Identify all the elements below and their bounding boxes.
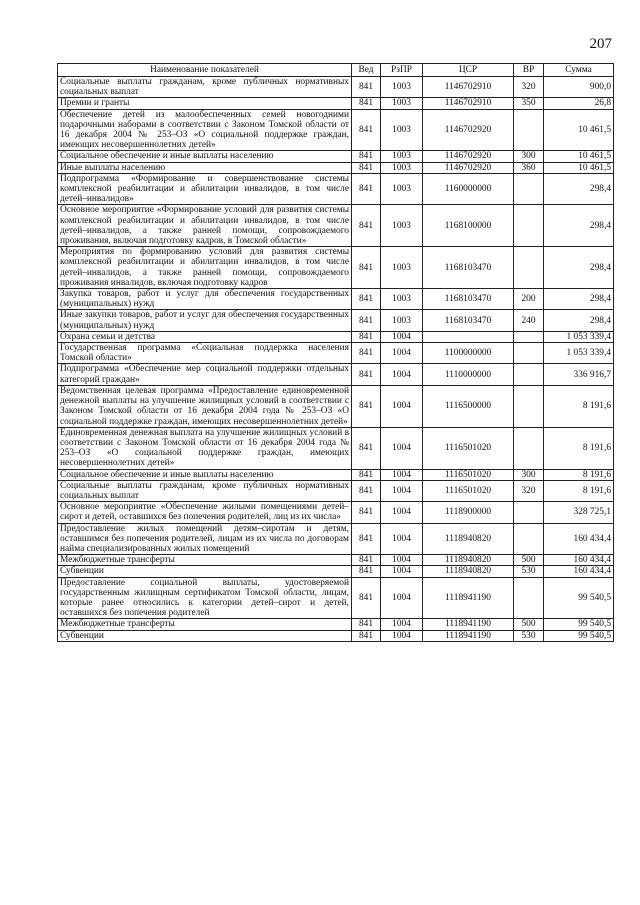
cell-csr: 1118900000 — [423, 502, 514, 523]
cell-ved: 841 — [352, 343, 381, 364]
cell-rzpr: 1003 — [381, 247, 423, 289]
column-header-csr: ЦСР — [423, 64, 514, 77]
table-body — [58, 77, 614, 642]
cell-ved: 841 — [352, 173, 381, 205]
cell-csr — [423, 331, 514, 342]
table-row — [58, 173, 614, 205]
cell-sum: 10 461,5 — [544, 162, 614, 173]
cell-csr: 1168100000 — [423, 205, 514, 247]
cell-name: Государственная программа «Социальная поддержка населения Томской области» — [58, 343, 352, 364]
cell-csr: 1168103470 — [423, 289, 514, 310]
cell-name: Иные выплаты населению — [58, 162, 352, 173]
cell-sum: 336 916,7 — [544, 364, 614, 385]
cell-ved: 841 — [352, 555, 381, 566]
cell-name: Единовременная денежная выплата на улучшение жилищных условий в соответствии с Законом Томской области от 16 декабря 2004 года № 253–ОЗ «О социальной поддержке граждан, имеющих несовершеннолетних детей» — [58, 427, 352, 469]
table-row — [58, 289, 614, 310]
cell-ved: 841 — [352, 162, 381, 173]
table-row — [58, 162, 614, 173]
cell-vr — [514, 173, 544, 205]
cell-rzpr: 1004 — [381, 502, 423, 523]
cell-csr: 1116500000 — [423, 385, 514, 427]
cell-sum: 10 461,5 — [544, 151, 614, 162]
cell-ved: 841 — [352, 247, 381, 289]
cell-sum: 8 191,6 — [544, 469, 614, 480]
cell-ved: 841 — [352, 77, 381, 98]
cell-csr: 1118940820 — [423, 566, 514, 577]
cell-name: Социальное обеспечение и иные выплаты населению — [58, 151, 352, 162]
cell-rzpr: 1004 — [381, 385, 423, 427]
table-row — [58, 98, 614, 109]
cell-vr: 300 — [514, 151, 544, 162]
cell-csr: 1168103470 — [423, 310, 514, 331]
cell-sum: 298,4 — [544, 173, 614, 205]
cell-rzpr: 1004 — [381, 523, 423, 555]
cell-name: Межбюджетные трансферты — [58, 555, 352, 566]
table-row — [58, 77, 614, 98]
cell-name: Субвенции — [58, 630, 352, 641]
cell-vr: 500 — [514, 619, 544, 630]
cell-sum: 8 191,6 — [544, 427, 614, 469]
cell-ved: 841 — [352, 566, 381, 577]
cell-ved: 841 — [352, 577, 381, 619]
budget-table — [57, 63, 614, 642]
cell-sum: 99 540,5 — [544, 577, 614, 619]
table-row — [58, 364, 614, 385]
cell-rzpr: 1004 — [381, 469, 423, 480]
table-row — [58, 427, 614, 469]
cell-sum: 160 434,4 — [544, 523, 614, 555]
cell-csr: 1116501020 — [423, 469, 514, 480]
cell-ved: 841 — [352, 151, 381, 162]
cell-rzpr: 1003 — [381, 173, 423, 205]
cell-csr: 1118941190 — [423, 619, 514, 630]
cell-vr — [514, 427, 544, 469]
table-row — [58, 310, 614, 331]
cell-name: Основное мероприятие «Обеспечение жилыми помещениями детей–сирот и детей, оставшихся без попечения родителей, лиц из их числа» — [58, 502, 352, 523]
cell-sum: 8 191,6 — [544, 480, 614, 501]
cell-ved: 841 — [352, 331, 381, 342]
table-row — [58, 502, 614, 523]
cell-name: Подпрограмма «Обеспечение мер социальной поддержки отдельных категорий граждан» — [58, 364, 352, 385]
cell-ved: 841 — [352, 98, 381, 109]
column-header-name: Наименование показателей — [58, 64, 352, 77]
cell-rzpr: 1003 — [381, 77, 423, 98]
cell-csr: 1146702920 — [423, 109, 514, 151]
cell-rzpr: 1004 — [381, 364, 423, 385]
cell-sum: 99 540,5 — [544, 619, 614, 630]
cell-csr: 1118941190 — [423, 577, 514, 619]
cell-name: Иные закупки товаров, работ и услуг для обеспечения государственных (муниципальных) нужд — [58, 310, 352, 331]
cell-vr: 200 — [514, 289, 544, 310]
table-row — [58, 480, 614, 501]
cell-ved: 841 — [352, 427, 381, 469]
column-header-ved: Вед — [352, 64, 381, 77]
cell-rzpr: 1003 — [381, 98, 423, 109]
cell-rzpr: 1003 — [381, 109, 423, 151]
cell-name: Охрана семьи и детства — [58, 331, 352, 342]
table-row — [58, 385, 614, 427]
cell-rzpr: 1004 — [381, 630, 423, 641]
cell-ved: 841 — [352, 469, 381, 480]
cell-csr: 1146702920 — [423, 151, 514, 162]
table-header-row — [58, 64, 614, 77]
cell-csr: 1160000000 — [423, 173, 514, 205]
cell-csr: 1146702910 — [423, 77, 514, 98]
cell-csr: 1118940820 — [423, 523, 514, 555]
cell-ved: 841 — [352, 289, 381, 310]
cell-sum: 298,4 — [544, 205, 614, 247]
cell-ved: 841 — [352, 385, 381, 427]
cell-vr — [514, 205, 544, 247]
cell-vr: 300 — [514, 469, 544, 480]
cell-sum: 26,8 — [544, 98, 614, 109]
cell-name: Обеспечение детей из малообеспеченных семей новогодними подарочными наборами в соответствии с Законом Томской области от 16 декабря 2004 № 253–ОЗ «О социальной поддержке граждан, имеющих несовершеннолетних детей» — [58, 109, 352, 151]
cell-rzpr: 1003 — [381, 289, 423, 310]
cell-vr: 500 — [514, 555, 544, 566]
cell-vr: 240 — [514, 310, 544, 331]
cell-ved: 841 — [352, 502, 381, 523]
cell-vr — [514, 364, 544, 385]
cell-rzpr: 1003 — [381, 310, 423, 331]
cell-csr: 1100000000 — [423, 343, 514, 364]
column-header-rzpr: РзПР — [381, 64, 423, 77]
cell-vr — [514, 577, 544, 619]
cell-ved: 841 — [352, 630, 381, 641]
cell-name: Субвенции — [58, 566, 352, 577]
cell-rzpr: 1004 — [381, 427, 423, 469]
cell-name: Социальные выплаты гражданам, кроме публичных нормативных социальных выплат — [58, 480, 352, 501]
table-row — [58, 205, 614, 247]
page-number: 207 — [589, 36, 612, 52]
cell-ved: 841 — [352, 523, 381, 555]
table-row — [58, 469, 614, 480]
cell-csr: 1118941190 — [423, 630, 514, 641]
cell-rzpr: 1003 — [381, 205, 423, 247]
cell-vr — [514, 109, 544, 151]
cell-ved: 841 — [352, 364, 381, 385]
cell-csr: 1146702910 — [423, 98, 514, 109]
cell-vr — [514, 385, 544, 427]
cell-csr: 1146702920 — [423, 162, 514, 173]
cell-rzpr: 1004 — [381, 480, 423, 501]
table-row — [58, 555, 614, 566]
column-header-vr: ВР — [514, 64, 544, 77]
cell-csr: 1116501020 — [423, 427, 514, 469]
cell-vr — [514, 343, 544, 364]
cell-sum: 160 434,4 — [544, 555, 614, 566]
cell-name: Предоставление социальной выплаты, удостоверяемой государственным жилищным сертификатом Томской области, лицам, которые ранее относились к категории детей–сирот и детей, оставшихся без попечения родителей — [58, 577, 352, 619]
cell-sum: 1 053 339,4 — [544, 331, 614, 342]
table-row — [58, 523, 614, 555]
cell-name: Социальные выплаты гражданам, кроме публичных нормативных социальных выплат — [58, 77, 352, 98]
cell-rzpr: 1004 — [381, 577, 423, 619]
cell-vr — [514, 331, 544, 342]
cell-vr: 530 — [514, 566, 544, 577]
cell-sum: 298,4 — [544, 247, 614, 289]
cell-vr — [514, 502, 544, 523]
table-row — [58, 343, 614, 364]
cell-sum: 900,0 — [544, 77, 614, 98]
cell-name: Премии и гранты — [58, 98, 352, 109]
cell-ved: 841 — [352, 310, 381, 331]
cell-name: Предоставление жилых помещений детям–сиротам и детям, оставшимся без попечения родителей, лицам из их числа по договорам найма специализированных жилых помещений — [58, 523, 352, 555]
cell-csr: 1110000000 — [423, 364, 514, 385]
cell-ved: 841 — [352, 109, 381, 151]
cell-csr: 1116501020 — [423, 480, 514, 501]
cell-rzpr: 1004 — [381, 331, 423, 342]
table-row — [58, 630, 614, 641]
cell-rzpr: 1003 — [381, 162, 423, 173]
cell-vr: 320 — [514, 480, 544, 501]
table-row — [58, 109, 614, 151]
cell-name: Межбюджетные трансферты — [58, 619, 352, 630]
cell-sum: 1 053 339,4 — [544, 343, 614, 364]
cell-rzpr: 1004 — [381, 555, 423, 566]
cell-name: Мероприятия по формированию условий для развития системы комплексной реабилитации и абилитации инвалидов, в том числе детей–инвалидов, а также ранней помощи, сопровождаемого проживания инвалидов, включая подготовку кадров — [58, 247, 352, 289]
cell-rzpr: 1003 — [381, 151, 423, 162]
cell-rzpr: 1004 — [381, 566, 423, 577]
cell-rzpr: 1004 — [381, 619, 423, 630]
cell-sum: 298,4 — [544, 289, 614, 310]
cell-vr — [514, 523, 544, 555]
table-row — [58, 619, 614, 630]
cell-name: Ведомственная целевая программа «Предоставление единовременной денежной выплаты на улучшение жилищных условий в соответствии с Законом Томской области от 16 декабря 2004 года № 253–ОЗ «О социальной поддержке граждан, имеющих несовершеннолетних детей» — [58, 385, 352, 427]
cell-sum: 10 461,5 — [544, 109, 614, 151]
cell-vr: 350 — [514, 98, 544, 109]
cell-sum: 8 191,6 — [544, 385, 614, 427]
cell-name: Подпрограмма «Формирование и совершенствование системы комплексной реабилитации и абилитации инвалидов, в том числе детей–инвалидов» — [58, 173, 352, 205]
cell-sum: 99 540,5 — [544, 630, 614, 641]
cell-csr: 1118940820 — [423, 555, 514, 566]
cell-name: Социальное обеспечение и иные выплаты населению — [58, 469, 352, 480]
cell-name: Закупка товаров, работ и услуг для обеспечения государственных (муниципальных) нужд — [58, 289, 352, 310]
table-row — [58, 247, 614, 289]
cell-ved: 841 — [352, 619, 381, 630]
cell-rzpr: 1004 — [381, 343, 423, 364]
table-row — [58, 577, 614, 619]
cell-ved: 841 — [352, 205, 381, 247]
cell-ved: 841 — [352, 480, 381, 501]
table-row — [58, 331, 614, 342]
cell-sum: 298,4 — [544, 310, 614, 331]
cell-vr — [514, 247, 544, 289]
cell-vr: 360 — [514, 162, 544, 173]
cell-vr: 530 — [514, 630, 544, 641]
cell-sum: 328 725,1 — [544, 502, 614, 523]
table-row — [58, 566, 614, 577]
cell-csr: 1168103470 — [423, 247, 514, 289]
table-row — [58, 151, 614, 162]
cell-vr: 320 — [514, 77, 544, 98]
cell-name: Основное мероприятие «Формирование условий для развития системы комплексной реабилитации и абилитации инвалидов, в том числе детей–инвалидов, а также ранней помощи, сопровождаемого проживания, включая подготовку кадров, в Томской области» — [58, 205, 352, 247]
column-header-sum: Сумма — [544, 64, 614, 77]
cell-sum: 160 434,4 — [544, 566, 614, 577]
